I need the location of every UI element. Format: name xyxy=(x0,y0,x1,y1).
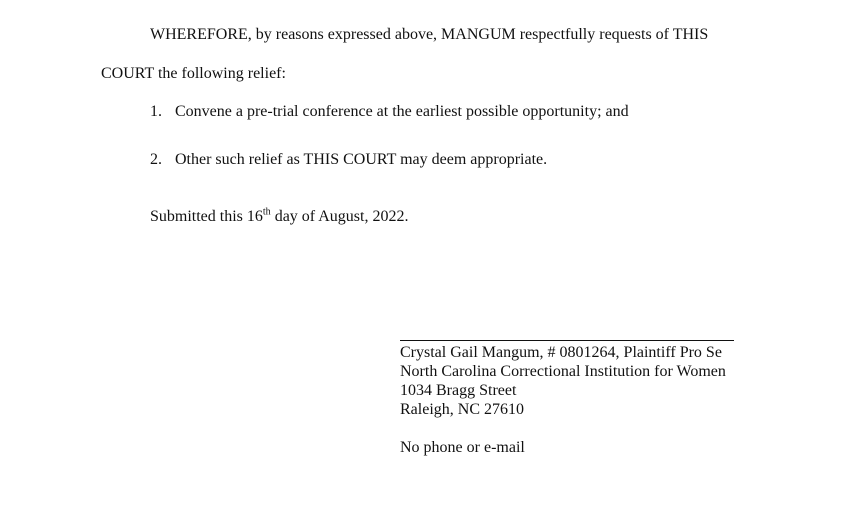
relief-item-text: Convene a pre-trial conference at the earliest possible opportunity; and xyxy=(175,103,629,120)
submission-date-line xyxy=(150,207,408,226)
signer-contact: No phone or e-mail xyxy=(400,439,525,456)
relief-item-1 xyxy=(150,102,629,121)
submitted-prefix: Submitted this 16 xyxy=(150,208,263,225)
relief-item-number: 2. xyxy=(150,151,162,168)
signature-spacer xyxy=(400,419,726,438)
signature-block xyxy=(400,343,726,457)
submitted-suffix: day of August, 2022. xyxy=(270,208,409,225)
signer-institution: North Carolina Correctional Institution for Women xyxy=(400,363,726,380)
relief-item-number: 1. xyxy=(150,103,162,120)
closing-paragraph-line-1: WHEREFORE, by reasons expressed above, MANGUM respectfully requests of THIS xyxy=(150,26,709,43)
relief-item-2 xyxy=(150,150,547,169)
signer-name: Crystal Gail Mangum, # 0801264, Plaintiff Pro Se xyxy=(400,344,722,361)
signer-city-state-zip: Raleigh, NC 27610 xyxy=(400,401,524,418)
closing-paragraph-line-2: COURT the following relief: xyxy=(101,65,286,82)
relief-item-text: Other such relief as THIS COURT may deem appropriate. xyxy=(175,151,548,168)
signer-street: 1034 Bragg Street xyxy=(400,382,517,399)
ordinal-suffix: th xyxy=(262,206,271,218)
signature-line xyxy=(400,340,734,341)
